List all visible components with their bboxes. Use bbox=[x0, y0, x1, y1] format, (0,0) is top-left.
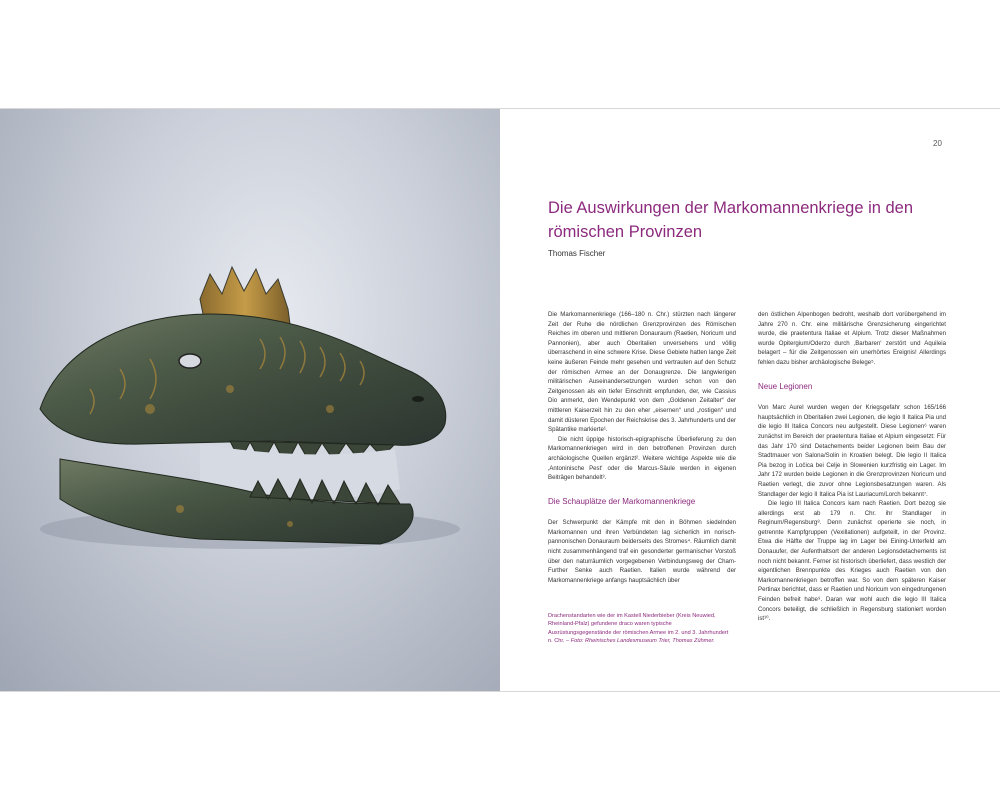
section-heading: Die Schauplätze der Markomannenkriege bbox=[548, 496, 696, 506]
paragraph: Der Schwerpunkt der Kämpfe mit den in Böhmen siedelnden Markomannen und ihren Verbündeten lag sicherlich im norisch-pannonischen Donauraum beiderseits des Stromes⁴. Räumlich damit nicht zusammenhängend traf ein gesonderter germanischer Vorstoß über den naturräumlich vorgegebenen Verbindungsweg der Cham-Further Senke auch Raetien. Italien wurde während der Markomannenkriege anfangs hauptsächlich über bbox=[548, 519, 736, 584]
author-name: Thomas Fischer bbox=[548, 249, 606, 258]
page-number: 20 bbox=[933, 139, 942, 148]
caption-text: Drachenstandarten wie der im Kastell Niederbieber (Kreis Neuwied, Rheinland-Pfalz) gefundene draco waren typische Ausrüstungsgegenstände der römischen Armee im 2. und 3. Jahrhundert n. Chr. – bbox=[548, 613, 729, 644]
draco-standard-image bbox=[0, 109, 500, 691]
paragraph: Die legio III Italica Concors kam nach Raetien. Dort bezog sie allerdings erst ab 179 n. Chr. ihr Standlager in Reginum/Regensburg⁸. Denn zunächst operierte sie noch, in getrennte Kampfgruppen (Vexillationen) aufgeteilt, in der Provinz. Etwa die Hälfte der Truppe lag im Lager bei Eining-Unterfeld am Donauufer, der Aufenthaltsort der anderen Legionsdetachements ist noch nicht bekannt. Ferner ist historisch überliefert, dass westlich der eigentlichen Brennpunkte des Krieges auch Raetien von den Markomannenkriegen betroffen war. So von dem späteren Kaiser Pertinax berichtet, dass er Raetien und Noricum von eingedrungenen Feinden befreit habe⁹. Daran war wohl auch die legio III Italica Concors beteiligt, die schließlich in Regensburg stationiert worden ist¹⁰. bbox=[758, 500, 946, 623]
draco-photo bbox=[0, 109, 500, 691]
paragraph: Von Marc Aurel wurden wegen der Kriegsgefahr schon 165/166 hauptsächlich in Oberitalien zwei Legionen, die legio II Italica Pia und die legio III Italica Concors neu aufgestellt. Diese Legionen⁶ waren zunächst im Bereich der praetentura Italiae et Alpium eingesetzt: Für das Jahr 170 sind Detachements beider Legionen beim Bau der Stadtmauer von Salona/Solin in Kroatien belegt. Die legio II Italica Pia bezog in Ločica bei Celje in Slowenien kurzfristig ein Lager. Im Jahr 172 wurden beide Legionen in die Grenzprovinzen Noricum und Raetien verlegt, die zuvor ohne Legionsbesatzungen waren. Als Standlager der legio II Italica Pia ist Lauriacum/Lorch bekannt⁷. bbox=[758, 404, 946, 498]
paragraph: Die nicht üppige historisch-epigraphische Überlieferung zu den Markomannenkriegen wird in den betroffenen Provinzen durch archäologische Quellen ergänzt². Weitere wichtige Aspekte wie die ‚Antoninische Pest‘ oder die Marcus-Säule werden in eigenen Beiträgen behandelt³. bbox=[548, 435, 736, 482]
image-caption bbox=[548, 612, 734, 645]
paragraph: Die Markomannenkriege (166–180 n. Chr.) stürzten nach längerer Zeit der Ruhe die nördlichen Grenzprovinzen des Römischen Reiches im oberen und mittleren Donauraum (Raetien, Noricum und Pannonien), aber auch Oberitalien unversehens und völlig überraschend in eine schwere Krise. Diese Gebiete hatten lange Zeit keine äußeren Feinde mehr gesehen und vertrauten auf den Schutz der römischen Armee an der Donaugrenze. Die langwierigen militärischen Auseinandersetzungen wurden schon von den Zeitgenossen als ein tiefer Einschnitt empfunden, der, wie Cassius Dio anmerkt, den Wendepunkt von dem „Goldenen Zeitalter“ der mittleren Kaiserzeit hin zu den eher „eisernen“ und „rostigen“ und damit düsteren Epochen der Reichskrise des 3. Jahrhunderts und der Spätantike markierte¹. bbox=[548, 311, 736, 434]
section-heading: Neue Legionen bbox=[758, 381, 813, 391]
caption-credit: Foto: Rheinisches Landesmuseum Trier, Thomas Zühmer. bbox=[570, 637, 715, 644]
article-title: Die Auswirkungen der Markomannenkriege in den römischen Provinzen bbox=[548, 199, 914, 241]
paragraph: den östlichen Alpenbogen bedroht, weshalb dort vorübergehend im Jahre 270 n. Chr. eine militärische Grenzsicherung eingerichtet wurde, die praetentura Italiae et Alpium. Trotz dieser Maßnahmen wurde Opitergium/Oderzo durch ‚Barbaren‘ zerstört und Aquileia belagert – für die Zeitgenossen ein unerhörtes Ereignis! Allerdings fehlen dazu bisher archäologische Belege⁵. bbox=[758, 311, 946, 366]
text-column-right bbox=[758, 310, 946, 624]
text-column-left bbox=[548, 310, 736, 585]
